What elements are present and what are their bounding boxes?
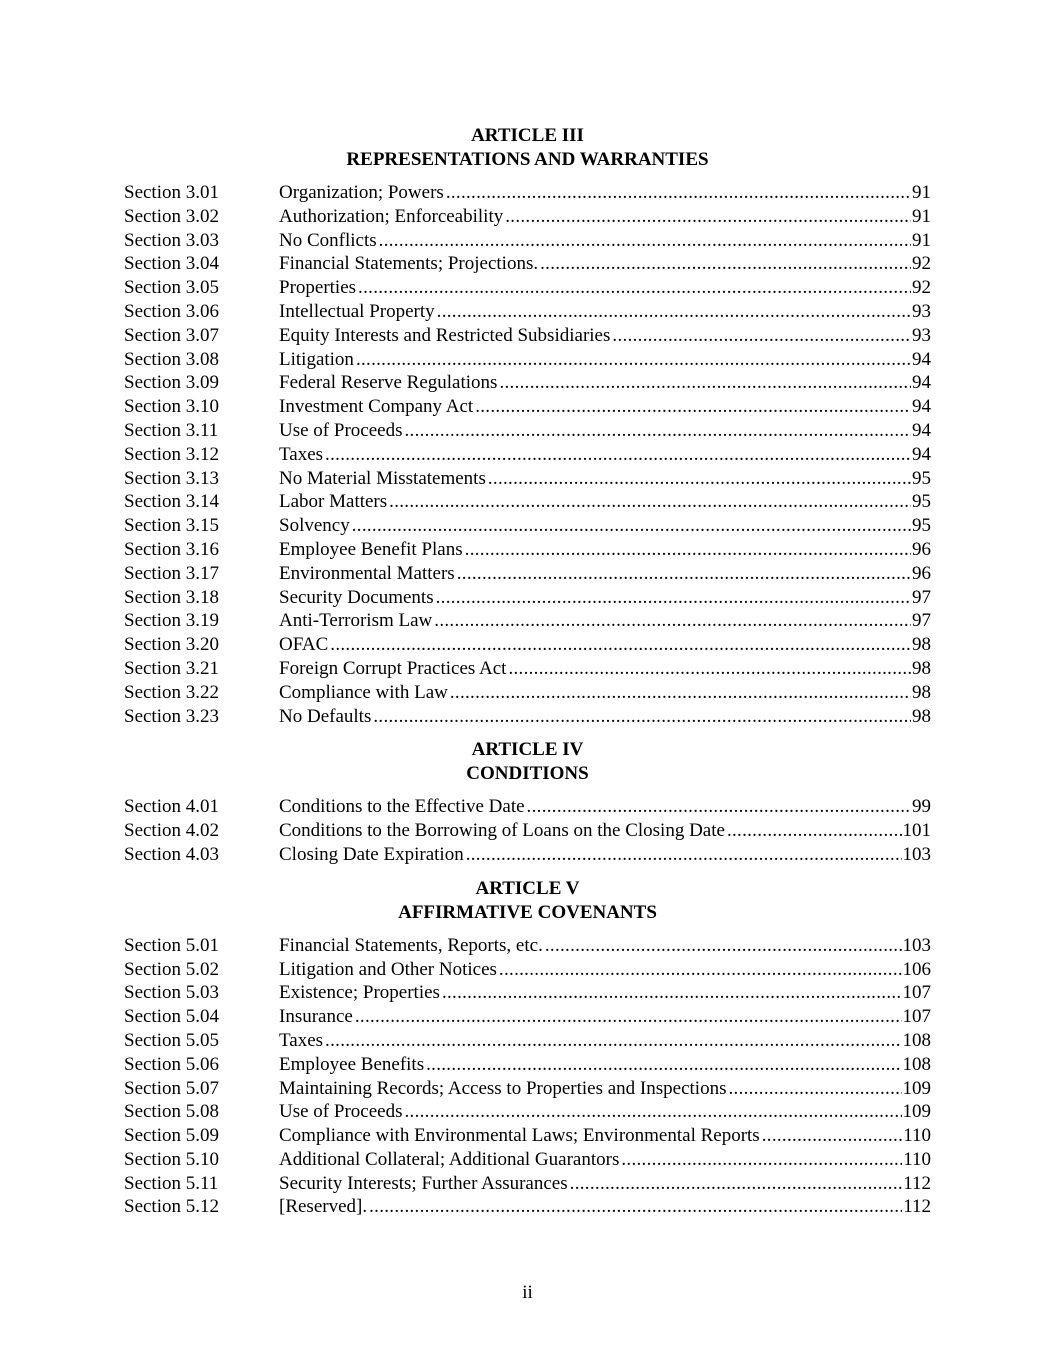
section-title-line	[279, 300, 931, 324]
toc-entry	[124, 300, 931, 324]
section-number: Section 3.13	[124, 467, 219, 489]
dot-leader	[330, 633, 911, 657]
toc-entry	[124, 205, 931, 229]
dot-leader	[499, 371, 911, 395]
toc-entry	[124, 681, 931, 705]
section-number: Section 5.04	[124, 1006, 219, 1028]
section-title-line	[279, 324, 931, 348]
section-title-line	[279, 934, 931, 958]
section-page-number: 107	[902, 1006, 931, 1028]
section-title: Litigation	[279, 348, 354, 370]
section-page-number: 112	[903, 1172, 931, 1194]
section-title-line	[279, 586, 931, 610]
section-title-line	[279, 371, 931, 395]
section-title: Security Documents	[279, 586, 434, 608]
section-page-number: 94	[912, 396, 931, 418]
section-number: Section 3.02	[124, 205, 219, 227]
section-title: Taxes	[279, 443, 324, 465]
section-number: Section 4.02	[124, 820, 219, 842]
dot-leader	[457, 562, 911, 586]
section-page-number: 95	[912, 515, 931, 537]
section-title-line	[279, 490, 931, 514]
section-title-line	[279, 958, 931, 982]
section-number: Section 3.23	[124, 705, 219, 727]
section-number: Section 3.17	[124, 562, 219, 584]
section-title: Federal Reserve Regulations	[279, 372, 498, 394]
toc-entry	[124, 657, 931, 681]
dot-leader	[437, 300, 911, 324]
section-title-line	[279, 514, 931, 538]
dot-leader	[325, 443, 911, 467]
toc-entry	[124, 324, 931, 348]
section-page-number: 98	[912, 705, 931, 727]
dot-leader	[373, 705, 911, 729]
dot-leader	[527, 795, 911, 819]
table-of-contents	[124, 124, 931, 1229]
section-page-number: 103	[902, 934, 931, 956]
section-number: Section 3.08	[124, 348, 219, 370]
section-title: Use of Proceeds	[279, 419, 403, 441]
section-number: Section 3.04	[124, 253, 219, 275]
section-title-line	[279, 419, 931, 443]
section-title-line	[279, 981, 931, 1005]
dot-leader	[488, 467, 911, 491]
article-number: ARTICLE V	[475, 877, 580, 899]
page-number: ii	[522, 1282, 533, 1303]
article-iii	[124, 124, 931, 728]
section-number: Section 5.09	[124, 1125, 219, 1147]
section-title-line	[279, 1029, 931, 1053]
toc-entry	[124, 981, 931, 1005]
section-page-number: 99	[912, 796, 931, 818]
section-page-number: 97	[912, 586, 931, 608]
section-title: Closing Date Expiration	[279, 843, 464, 865]
section-title: Additional Collateral; Additional Guarantors	[279, 1148, 620, 1170]
section-number: Section 5.11	[124, 1172, 219, 1194]
section-page-number: 101	[902, 820, 931, 842]
section-list	[124, 934, 931, 1220]
article-iv	[124, 738, 931, 866]
section-page-number: 103	[902, 843, 931, 865]
section-title-line	[279, 633, 931, 657]
toc-entry	[124, 562, 931, 586]
section-title-line	[279, 1148, 931, 1172]
section-title: Anti-Terrorism Law	[279, 610, 433, 632]
toc-entry	[124, 1005, 931, 1029]
section-number: Section 5.07	[124, 1077, 219, 1099]
section-title: Conditions to the Borrowing of Loans on the Closing Date	[279, 820, 725, 842]
section-title-line	[279, 205, 931, 229]
dot-leader	[545, 934, 902, 958]
article-title: REPRESENTATIONS AND WARRANTIES	[346, 149, 709, 170]
section-page-number: 112	[903, 1196, 931, 1218]
section-title: Existence; Properties	[279, 982, 440, 1004]
section-title-line	[279, 657, 931, 681]
toc-entry	[124, 1029, 931, 1053]
dot-leader	[426, 1053, 901, 1077]
section-page-number: 94	[912, 372, 931, 394]
section-page-number: 98	[912, 681, 931, 703]
section-page-number: 109	[902, 1077, 931, 1099]
dot-leader	[505, 205, 911, 229]
section-title-line	[279, 1005, 931, 1029]
section-title: Foreign Corrupt Practices Act	[279, 657, 507, 679]
section-title: Insurance	[279, 1006, 353, 1028]
section-title: Investment Company Act	[279, 396, 474, 418]
article-title: AFFIRMATIVE COVENANTS	[398, 901, 657, 923]
section-number: Section 5.01	[124, 934, 219, 956]
section-title-line	[279, 467, 931, 491]
dot-leader	[570, 1172, 903, 1196]
section-page-number: 98	[912, 657, 931, 679]
dot-leader	[450, 681, 911, 705]
dot-leader	[434, 609, 911, 633]
section-title-line	[279, 819, 931, 843]
section-title: Organization; Powers	[279, 182, 444, 203]
dot-leader	[355, 1005, 902, 1029]
section-title: [Reserved].	[279, 1196, 368, 1218]
section-title-line	[279, 538, 931, 562]
section-number: Section 3.11	[124, 419, 219, 441]
section-page-number: 110	[903, 1148, 931, 1170]
section-page-number: 93	[912, 300, 931, 322]
toc-entry	[124, 395, 931, 419]
section-title-line	[279, 1100, 931, 1124]
section-title: No Material Misstatements	[279, 467, 486, 489]
section-number: Section 3.16	[124, 538, 219, 560]
dot-leader	[389, 490, 911, 514]
article-number: ARTICLE IV	[471, 739, 584, 761]
section-title: Equity Interests and Restricted Subsidiaries	[279, 324, 611, 346]
dot-leader	[762, 1124, 902, 1148]
section-title: Conditions to the Effective Date	[279, 796, 525, 818]
dot-leader	[358, 276, 911, 300]
dot-leader	[404, 1100, 901, 1124]
section-title: Properties	[279, 277, 357, 299]
section-number: Section 3.22	[124, 681, 219, 703]
section-page-number: 97	[912, 610, 931, 632]
toc-entry	[124, 633, 931, 657]
toc-entry	[124, 705, 931, 729]
section-page-number: 91	[912, 229, 931, 251]
toc-entry	[124, 490, 931, 514]
toc-entry	[124, 371, 931, 395]
section-title: Solvency	[279, 515, 350, 537]
section-title: Intellectual Property	[279, 300, 435, 322]
toc-entry	[124, 819, 931, 843]
toc-entry	[124, 252, 931, 276]
section-number: Section 3.15	[124, 515, 219, 537]
section-title: Litigation and Other Notices	[279, 958, 497, 980]
section-title: Use of Proceeds	[279, 1101, 403, 1123]
dot-leader	[465, 538, 911, 562]
toc-entry	[124, 1148, 931, 1172]
section-number: Section 5.10	[124, 1148, 219, 1170]
dot-leader	[436, 586, 911, 610]
dot-leader	[466, 843, 902, 867]
dot-leader	[499, 958, 902, 982]
section-page-number: 92	[912, 277, 931, 299]
toc-entry	[124, 229, 931, 253]
toc-entry	[124, 609, 931, 633]
section-number: Section 4.03	[124, 843, 219, 865]
section-number: Section 5.02	[124, 958, 219, 980]
dot-leader	[369, 1195, 902, 1219]
section-title-line	[279, 705, 931, 729]
section-number: Section 5.05	[124, 1029, 219, 1051]
section-title: Employee Benefit Plans	[279, 538, 463, 560]
toc-entry	[124, 1053, 931, 1077]
section-title-line	[279, 181, 931, 205]
section-title: Authorization; Enforceability	[279, 205, 504, 227]
section-title: Financial Statements, Reports, etc.	[279, 934, 543, 956]
section-number: Section 3.12	[124, 443, 219, 465]
dot-leader	[508, 657, 911, 681]
article-v	[124, 877, 931, 1220]
section-page-number: 94	[912, 443, 931, 465]
section-page-number: 108	[902, 1029, 931, 1051]
dot-leader	[727, 819, 902, 843]
section-page-number: 109	[902, 1101, 931, 1123]
section-title-line	[279, 348, 931, 372]
toc-entry	[124, 181, 931, 205]
toc-entry	[124, 1124, 931, 1148]
section-number: Section 3.07	[124, 324, 219, 346]
section-title-line	[279, 843, 931, 867]
dot-leader	[379, 229, 911, 253]
toc-entry	[124, 958, 931, 982]
section-number: Section 3.06	[124, 300, 219, 322]
section-page-number: 93	[912, 324, 931, 346]
toc-entry	[124, 843, 931, 867]
toc-entry	[124, 348, 931, 372]
section-number: Section 5.03	[124, 982, 219, 1004]
section-title-line	[279, 1124, 931, 1148]
section-title-line	[279, 252, 931, 276]
section-number: Section 5.12	[124, 1196, 219, 1218]
section-title-line	[279, 795, 931, 819]
section-number: Section 3.10	[124, 396, 219, 418]
section-number: Section 3.20	[124, 634, 219, 656]
section-title-line	[279, 1195, 931, 1219]
section-number: Section 3.21	[124, 657, 219, 679]
dot-leader	[404, 419, 911, 443]
toc-entry	[124, 276, 931, 300]
section-page-number: 96	[912, 562, 931, 584]
toc-entry	[124, 467, 931, 491]
section-page-number: 91	[912, 205, 931, 227]
section-page-number: 95	[912, 491, 931, 513]
section-number: Section 5.06	[124, 1053, 219, 1075]
dot-leader	[442, 981, 902, 1005]
toc-entry	[124, 514, 931, 538]
section-number: Section 3.03	[124, 229, 219, 251]
toc-entry	[124, 1195, 931, 1219]
section-title: Employee Benefits	[279, 1053, 425, 1075]
section-title: Environmental Matters	[279, 562, 455, 584]
section-title: Compliance with Environmental Laws; Environmental Reports	[279, 1125, 760, 1147]
toc-entry	[124, 934, 931, 958]
section-list	[124, 795, 931, 866]
article-title: CONDITIONS	[466, 763, 589, 785]
section-page-number: 96	[912, 538, 931, 560]
section-title-line	[279, 229, 931, 253]
dot-leader	[446, 181, 911, 205]
section-number: Section 3.09	[124, 372, 219, 394]
section-title-line	[279, 276, 931, 300]
section-title-line	[279, 443, 931, 467]
section-title-line	[279, 562, 931, 586]
section-number: Section 4.01	[124, 796, 219, 818]
dot-leader	[475, 395, 911, 419]
section-title-line	[279, 1077, 931, 1101]
section-list	[124, 181, 931, 728]
section-page-number: 94	[912, 348, 931, 370]
section-title-line	[279, 681, 931, 705]
toc-entry	[124, 538, 931, 562]
dot-leader	[352, 514, 911, 538]
section-title: Labor Matters	[279, 491, 388, 513]
toc-entry	[124, 1077, 931, 1101]
section-title-line	[279, 1172, 931, 1196]
article-number: ARTICLE III	[471, 125, 584, 146]
section-number: Section 3.14	[124, 491, 219, 513]
section-page-number: 92	[912, 253, 931, 275]
section-page-number: 107	[902, 982, 931, 1004]
section-page-number: 98	[912, 634, 931, 656]
section-page-number: 95	[912, 467, 931, 489]
section-page-number: 91	[912, 182, 931, 203]
toc-entry	[124, 1100, 931, 1124]
section-number: Section 3.01	[124, 182, 219, 203]
section-title: OFAC	[279, 634, 329, 656]
section-number: Section 3.19	[124, 610, 219, 632]
section-title-line	[279, 1053, 931, 1077]
dot-leader	[356, 348, 911, 372]
section-page-number: 110	[903, 1125, 931, 1147]
section-title-line	[279, 609, 931, 633]
section-page-number: 106	[902, 958, 931, 980]
section-number: Section 5.08	[124, 1101, 219, 1123]
section-title: Maintaining Records; Access to Properties and Inspections	[279, 1077, 727, 1099]
section-title: Security Interests; Further Assurances	[279, 1172, 568, 1194]
section-title: No Conflicts	[279, 229, 377, 251]
dot-leader	[621, 1148, 902, 1172]
section-page-number: 108	[902, 1053, 931, 1075]
section-title-line	[279, 395, 931, 419]
toc-entry	[124, 586, 931, 610]
section-title: No Defaults	[279, 705, 372, 727]
dot-leader	[612, 324, 911, 348]
toc-entry	[124, 419, 931, 443]
section-title: Taxes	[279, 1029, 324, 1051]
toc-entry	[124, 795, 931, 819]
dot-leader	[540, 252, 911, 276]
section-title: Compliance with Law	[279, 681, 448, 703]
toc-entry	[124, 443, 931, 467]
section-page-number: 94	[912, 419, 931, 441]
dot-leader	[325, 1029, 901, 1053]
section-number: Section 3.05	[124, 277, 219, 299]
section-title: Financial Statements; Projections.	[279, 253, 539, 275]
dot-leader	[728, 1077, 901, 1101]
toc-entry	[124, 1172, 931, 1196]
section-number: Section 3.18	[124, 586, 219, 608]
